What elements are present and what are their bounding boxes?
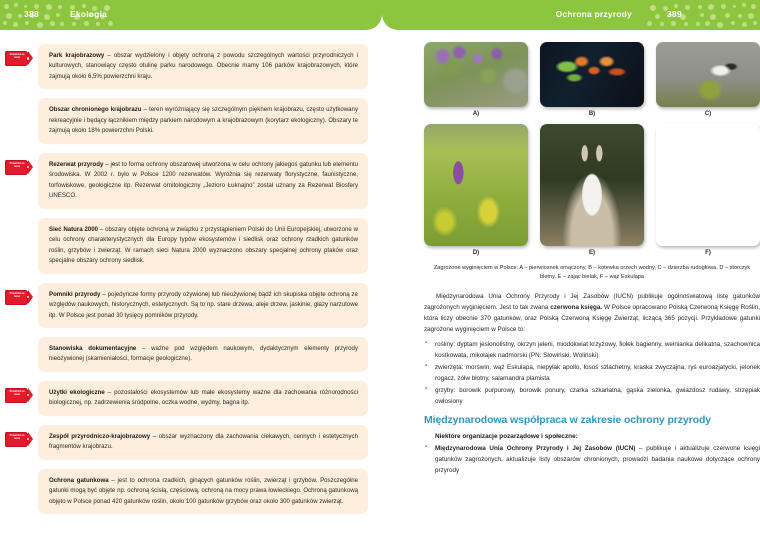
organizations-list: [424, 443, 760, 477]
photo-cell-d: [424, 124, 528, 263]
page-number-left: 388: [24, 9, 40, 19]
definition-box-użytki-ekologiczne: [9, 381, 368, 416]
species-group-item: [424, 362, 760, 384]
subheading-organizations: Niektóre organizacje pozarządowe i społeczne:: [435, 432, 578, 440]
side-tag-marker[interactable]: Powtórka na teraz: [5, 160, 28, 175]
photo-cell-f: [656, 124, 760, 263]
side-tag-marker[interactable]: Powtórka na teraz: [5, 388, 28, 403]
photo-cell-a: [424, 42, 528, 124]
iucn-text-part2: W Polsce opracowano Polską Czerwoną Księgę Roślin, która liczy obecnie 370 gatunków, oraz Polską Czerwoną Księgę Zwierząt, liczącą 365 pozycji. Przykładowe gatunki zagrożone wyginięciem w Polsce to:: [424, 304, 760, 334]
iucn-paragraph: [424, 291, 760, 336]
header-left-page: [0, 0, 382, 30]
definition-term: Zespół przyrodniczo-krajobrazowy: [49, 432, 151, 440]
header-right-page: [382, 0, 760, 30]
definition-text: Pomniki przyrody – pojedyncze formy przyrody ożywionej lub nieożywionej bądź ich skupiska objęte ochroną ze względów naukowych, historycznych, estetycznych. Są to np. stare drzewa, aleje drzew, jaskinie, głazy narzutowe itp. W Polsce jest ponad 30 tysięcy pomników przyrody.: [49, 290, 358, 319]
definition-text: Zespół przyrodniczo-krajobrazowy – obszar wyznaczony dla zachowania ciekawych, cennych i estetycznych fragmentów krajobrazu.: [49, 432, 358, 451]
section-heading-international-cooperation: Międzynarodowa współpraca w zakresie ochrony przyrody: [424, 413, 712, 426]
definition-box-zespół-przyrodniczo-krajobrazowy: [9, 425, 368, 460]
species-group-item: [424, 339, 760, 361]
species-group-list: borowik purpurowy, borowik ponury, czarka szkarłatna, gąska zielonka, gwiazdosz rudawy, strzępiak owłosiony: [435, 386, 760, 405]
definition-text: Stanowiska dokumentacyjne – ważne pod względem naukowym, dydaktycznym elementy przyrody nieożywionej (skamieniałości, formacje geologiczne).: [49, 344, 358, 363]
chapter-title-left: Ekologia: [70, 9, 108, 19]
definition-box-obszar-chronionego-krajobrazu: [38, 98, 368, 143]
definition-term: Pomniki przyrody: [49, 290, 101, 298]
photo-label-f: F): [705, 250, 711, 256]
definition-term: Park krajobrazowy: [49, 52, 105, 59]
photo-pierwiosnek-omaczony: [424, 42, 528, 107]
photo-grid: [424, 42, 760, 263]
photo-cell-c: [656, 42, 760, 124]
iucn-text-bold: czerwona księga.: [550, 304, 603, 312]
definition-box-rezerwat-przyrody: [9, 153, 368, 209]
chapter-title-right: Ochrona przyrody: [555, 9, 632, 19]
definition-box-ochrona-gatunkowa: [38, 469, 368, 514]
definition-term: Obszar chronionego krajobrazu: [49, 106, 142, 114]
organization-name: Międzynarodowa Unia Ochrony Przyrody i Jej Zasobów (IUCN): [435, 444, 636, 452]
definitions-column: [9, 44, 368, 523]
photo-dzierzba-rudoglowa: [656, 42, 760, 107]
definition-text: Ochrona gatunkowa – jest to ochrona rzadkich, ginących gatunków roślin, zwierząt i grzybów. Poszczególne gatunki mogą być objęte np. ochroną ścisłą, częściową, ochroną na mocy prawa łowieckiego. Ochroną gatunkową objęto w Polsce ponad 420 gatunków roślin, około 100 gatunków grzybów oraz około 300 gatunków zwierząt.: [49, 476, 359, 505]
definition-text: Rezerwat przyrody – jest to forma ochrony obszarowej utworzona w celu ochrony jakiegoś gatunku lub elementu środowiska. W 2002 r. było w Polsce 1200 rezerwatów. Wyróżnia się rezerwaty florystyczne, faunistyczne, torfowiskowe, geologiczne itp. Rezerwat ornitologiczny „Jezioro Łuknajno” został uznany za Rezerwat Biosfery UNESCO.: [49, 160, 359, 200]
definition-text: Obszar chronionego krajobrazu – teren wyróżniający się szczególnym pięknem krajobrazu, często użytkowany rekreacyjnie i będący łącznikiem między parkiem narodowym a krajobrazowym (korytarz ekologiczny). Obszary te zajmują około 18% powierzchni Polski.: [49, 106, 358, 135]
photo-label-e: E): [589, 250, 595, 256]
side-tag-marker[interactable]: Powtórka na teraz: [5, 432, 28, 447]
header-dots-decoration-right: [640, 0, 760, 30]
definition-term: Rezerwat przyrody: [49, 160, 104, 168]
photo-label-a: A): [472, 111, 480, 117]
photo-waz-eskulapa: [656, 124, 760, 246]
photo-cell-e: [540, 124, 644, 263]
definition-box-sieć-natura-2000: [38, 218, 368, 274]
species-group-name: zwierzęta:: [435, 363, 464, 371]
species-group-item: [424, 385, 760, 407]
figure-caption: Zagrożone wyginięciem w Polsce: A – pierwiosnek omączony, B – kotewka orzech wodny, C – dzierzba rudogłowa, D – storczyk bletny, E – zając bielak, F – wąż Eskulapa: [433, 265, 751, 280]
photo-label-c: C): [704, 111, 712, 117]
photo-cell-b: [540, 42, 644, 124]
page-number-right: 389: [666, 9, 682, 19]
side-tag-marker[interactable]: Powtórka na teraz: [5, 51, 28, 66]
right-page-content: [424, 42, 760, 476]
definition-term: Stanowiska dokumentacyjne: [49, 344, 137, 352]
definition-text: Park krajobrazowy – obszar wydzielony i objęty ochroną z powodu szczególnych wartości przyrodniczych i kulturowych, stanowiący często otulinę parku narodowego. Obecnie mamy 106 parków krajobrazowych, które zajmują około 6,5% powierzchni kraju.: [49, 52, 358, 80]
endangered-species-list: [424, 339, 760, 407]
species-group-list: dyptam jesionolistny, okrzyn jeleni, miodokwiat krzyżowy, fiołek bagienny, welnianka delikatna, szachownica kostkowata, mikołajek nadmorski (PN: Słowiński, Woliński): [435, 340, 760, 359]
species-group-list: morświn, wąż Eskulapa, niepylak apollo, łosoś szlachetny, kraska zwyczajna, ryś euroazjatycki, jelonek rogacz, żółw błotny, salamandra plamista: [435, 363, 760, 382]
photo-storczyk-bletny: [424, 124, 528, 246]
definition-term: Ochrona gatunkowa: [49, 476, 109, 484]
photo-zajac-bielak: [540, 124, 644, 246]
definition-box-park-krajobrazowy: [9, 44, 368, 89]
definition-text: Sieć Natura 2000 – obszary objęte ochroną w związku z przystąpieniem Polski do Unii Europejskiej, utworzone w celu ochrony charakterystycznych dla Europy typów ekosystemów i siedlisk oraz ochrony rzadkich gatunków roślin, grzybów i zwierząt. W ramach sieci Natura 2000 wyznaczono obszary specjalnej ochrony ptaków oraz specjalne obszary ochrony siedlisk.: [49, 225, 358, 265]
definition-box-stanowiska-dokumentacyjne: [38, 337, 368, 372]
organization-description: – publikuje i aktualizuje czerwone księgi gatunków zagrożonych, aktualizuje listy obszarów chronionych, prowadzi badania naukowe dotyczące ochrony przyrody: [435, 444, 760, 475]
photo-kotewka-orzech-wodny: [540, 42, 644, 107]
definition-box-pomniki-przyrody: [9, 283, 368, 328]
organization-item: [424, 443, 760, 477]
iucn-text-part1: Międzynarodowa Unia Ochrony Przyrody i Jej Zasobów (IUCN) publikuje ogólnoświatową listę gatunków zagrożonych wyginięciem. Jest to tak zwana: [424, 292, 760, 312]
photo-label-b: B): [588, 111, 596, 117]
species-group-name: rośliny:: [435, 340, 455, 348]
side-tag-marker[interactable]: Powtórka na teraz: [5, 290, 28, 305]
photo-label-d: D): [472, 250, 480, 256]
definition-text: Użytki ekologiczne – pozostałości ekosystemów lub małe ekosystemy ważne dla zachowania różnorodności biologicznej, np. zadrzewienia śródpolne, oczka wodne, wydmy, bagna itp.: [49, 388, 358, 407]
definition-term: Użytki ekologiczne: [49, 388, 105, 396]
species-group-name: grzyby:: [435, 386, 456, 394]
definition-term: Sieć Natura 2000: [49, 225, 99, 233]
